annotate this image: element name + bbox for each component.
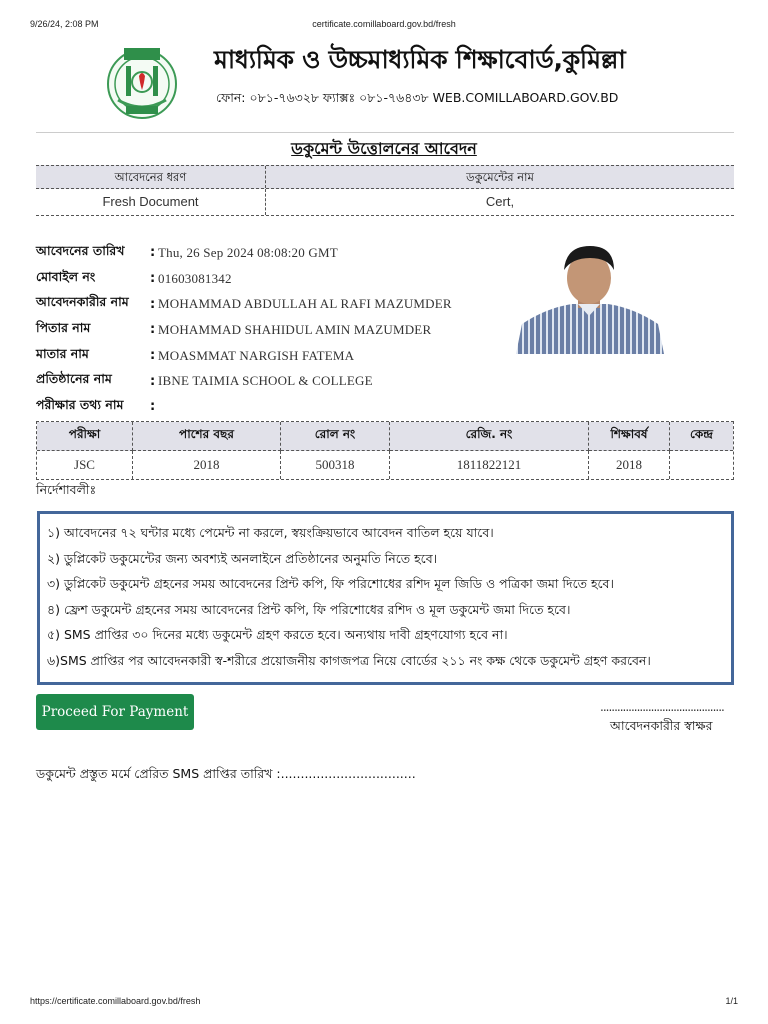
info-value: MOHAMMAD ABDULLAH AL RAFI MAZUMDER <box>158 296 452 312</box>
instructions-box <box>37 511 734 685</box>
info-row-exam-info <box>36 394 516 420</box>
info-row-mother-name <box>36 343 516 369</box>
info-label: প্রতিষ্ঠানের নাম <box>36 371 112 387</box>
info-colon: : <box>150 296 156 312</box>
table-row <box>37 451 733 480</box>
signature-line: ............................................ <box>600 700 724 714</box>
application-type-table <box>36 165 734 216</box>
print-page-count: 1/1 <box>725 996 738 1006</box>
exam-cell-exam: JSC <box>37 451 133 480</box>
exam-header-pass-year: পাশের বছর <box>133 422 281 451</box>
print-page-title: certificate.comillaboard.gov.bd/fresh <box>312 19 456 29</box>
exam-cell-roll: 500318 <box>281 451 390 480</box>
exam-header-reg: রেজি. নং <box>390 422 589 451</box>
document-title: ডকুমেন্ট উত্তোলনের আবেদন <box>291 139 477 158</box>
board-seal-icon <box>104 44 180 124</box>
print-footer-url: https://certificate.comillaboard.gov.bd/fresh <box>30 996 201 1006</box>
exam-cell-reg: 1811822121 <box>390 451 589 480</box>
info-colon: : <box>150 348 156 364</box>
info-row-institution <box>36 368 516 394</box>
info-value: IBNE TAIMIA SCHOOL & COLLEGE <box>158 373 373 389</box>
applicant-info <box>36 240 516 420</box>
info-row-father-name <box>36 317 516 343</box>
exam-cell-center <box>670 451 734 480</box>
info-colon: : <box>150 399 156 415</box>
exam-table <box>36 421 734 480</box>
info-value: Thu, 26 Sep 2024 08:08:20 GMT <box>158 244 338 260</box>
list-item: ৪) ফ্রেশ ডকুমেন্ট গ্রহনের সময় আবেদনের প্রিন্ট কপি, ফি পরিশোধের রশিদ ও মূল ডকুমেন্ট জমা দিতে হবে। <box>47 601 571 617</box>
header-divider <box>36 132 734 133</box>
list-item: ৩) ডুপ্লিকেট ডকুমেন্ট গ্রহনের সময় আবেদনের প্রিন্ট কপি, ফি পরিশোধের রশিদ মূল জিডি ও পত্রিকা জমা দিতে হবে। <box>47 576 614 591</box>
header-application-type: আবেদনের ধরণ <box>36 166 266 188</box>
exam-header-exam: পরীক্ষা <box>37 422 133 451</box>
info-row-applicant-name <box>36 291 516 317</box>
list-item: ৫) SMS প্রাপ্তির ৩০ দিনের মধ্যে ডকুমেন্ট গ্রহণ করতে হবে। অন্যথায় দাবী গ্রহণযোগ্য হবে না। <box>47 627 508 642</box>
info-label: মোবাইল নং <box>36 268 96 284</box>
board-name: মাধ্যমিক ও উচ্চমাধ্যমিক শিক্ষাবোর্ড,কুমিল্লা <box>214 45 626 74</box>
application-type-value: Fresh Document <box>36 189 266 215</box>
info-value: MOHAMMAD SHAHIDUL AMIN MAZUMDER <box>158 321 432 337</box>
print-datetime: 9/26/24, 2:08 PM <box>30 19 99 29</box>
exam-cell-pass-year: 2018 <box>133 451 281 480</box>
info-colon: : <box>150 322 156 338</box>
board-contact: ফোন: ০৮১-৭৬৩২৮ ফ্যাক্সঃ ০৮১-৭৬৪৩৮ WEB.COMILLABOARD.GOV.BD <box>216 90 619 105</box>
info-label: পিতার নাম <box>36 319 91 335</box>
info-label: পরীক্ষার তথ্য নাম <box>36 396 124 412</box>
applicant-photo <box>516 240 664 354</box>
exam-header-roll: রোল নং <box>281 422 390 451</box>
info-colon: : <box>150 271 156 287</box>
sms-date-line: ডকুমেন্ট প্রস্তুত মর্মে প্রেরিত SMS প্রাপ্তির তারিখ :.................................. <box>36 766 416 781</box>
info-label: আবেদনের তারিখ <box>36 242 125 258</box>
exam-header-center: কেন্দ্র <box>670 422 734 451</box>
exam-cell-session: 2018 <box>589 451 670 480</box>
header-document-name: ডকুমেন্টের নাম <box>466 170 534 184</box>
info-colon: : <box>150 373 156 389</box>
instructions-heading: নির্দেশাবলীঃ <box>36 482 97 497</box>
info-value: MOASMMAT NARGISH FATEMA <box>158 347 355 363</box>
info-row-application-date <box>36 240 516 266</box>
list-item: ৬)SMS প্রাপ্তির পর আবেদনকারী স্ব-শরীরে প্রয়োজনীয় কাগজপত্র নিয়ে বোর্ডের ২১১ নং কক্ষ থেকে ডকুমেন্ট গ্রহণ করবেন। <box>47 652 651 668</box>
info-value: 01603081342 <box>158 270 232 286</box>
info-label: আবেদনকারীর নাম <box>36 294 129 310</box>
signature-label: আবেদনকারীর স্বাক্ষর <box>610 718 713 733</box>
info-label: মাতার নাম <box>36 345 89 361</box>
list-item: ২) ডুপ্লিকেট ডকুমেন্টের জন্য অবশ্যই অনলাইনে প্রতিষ্ঠানের অনুমতি নিতে হবে। <box>47 550 438 566</box>
info-row-mobile <box>36 266 516 292</box>
list-item: ১) আবেদনের ৭২ ঘন্টার মধ্যে পেমেন্ট না করলে, স্বয়ংক্রিয়ভাবে আবেদন বাতিল হয়ে যাবে। <box>47 525 494 540</box>
document-name-value: Cert, <box>485 194 515 209</box>
proceed-payment-button[interactable]: Proceed For Payment <box>36 694 194 730</box>
info-colon: : <box>150 245 156 261</box>
exam-header-session: শিক্ষাবর্ষ <box>589 422 670 451</box>
